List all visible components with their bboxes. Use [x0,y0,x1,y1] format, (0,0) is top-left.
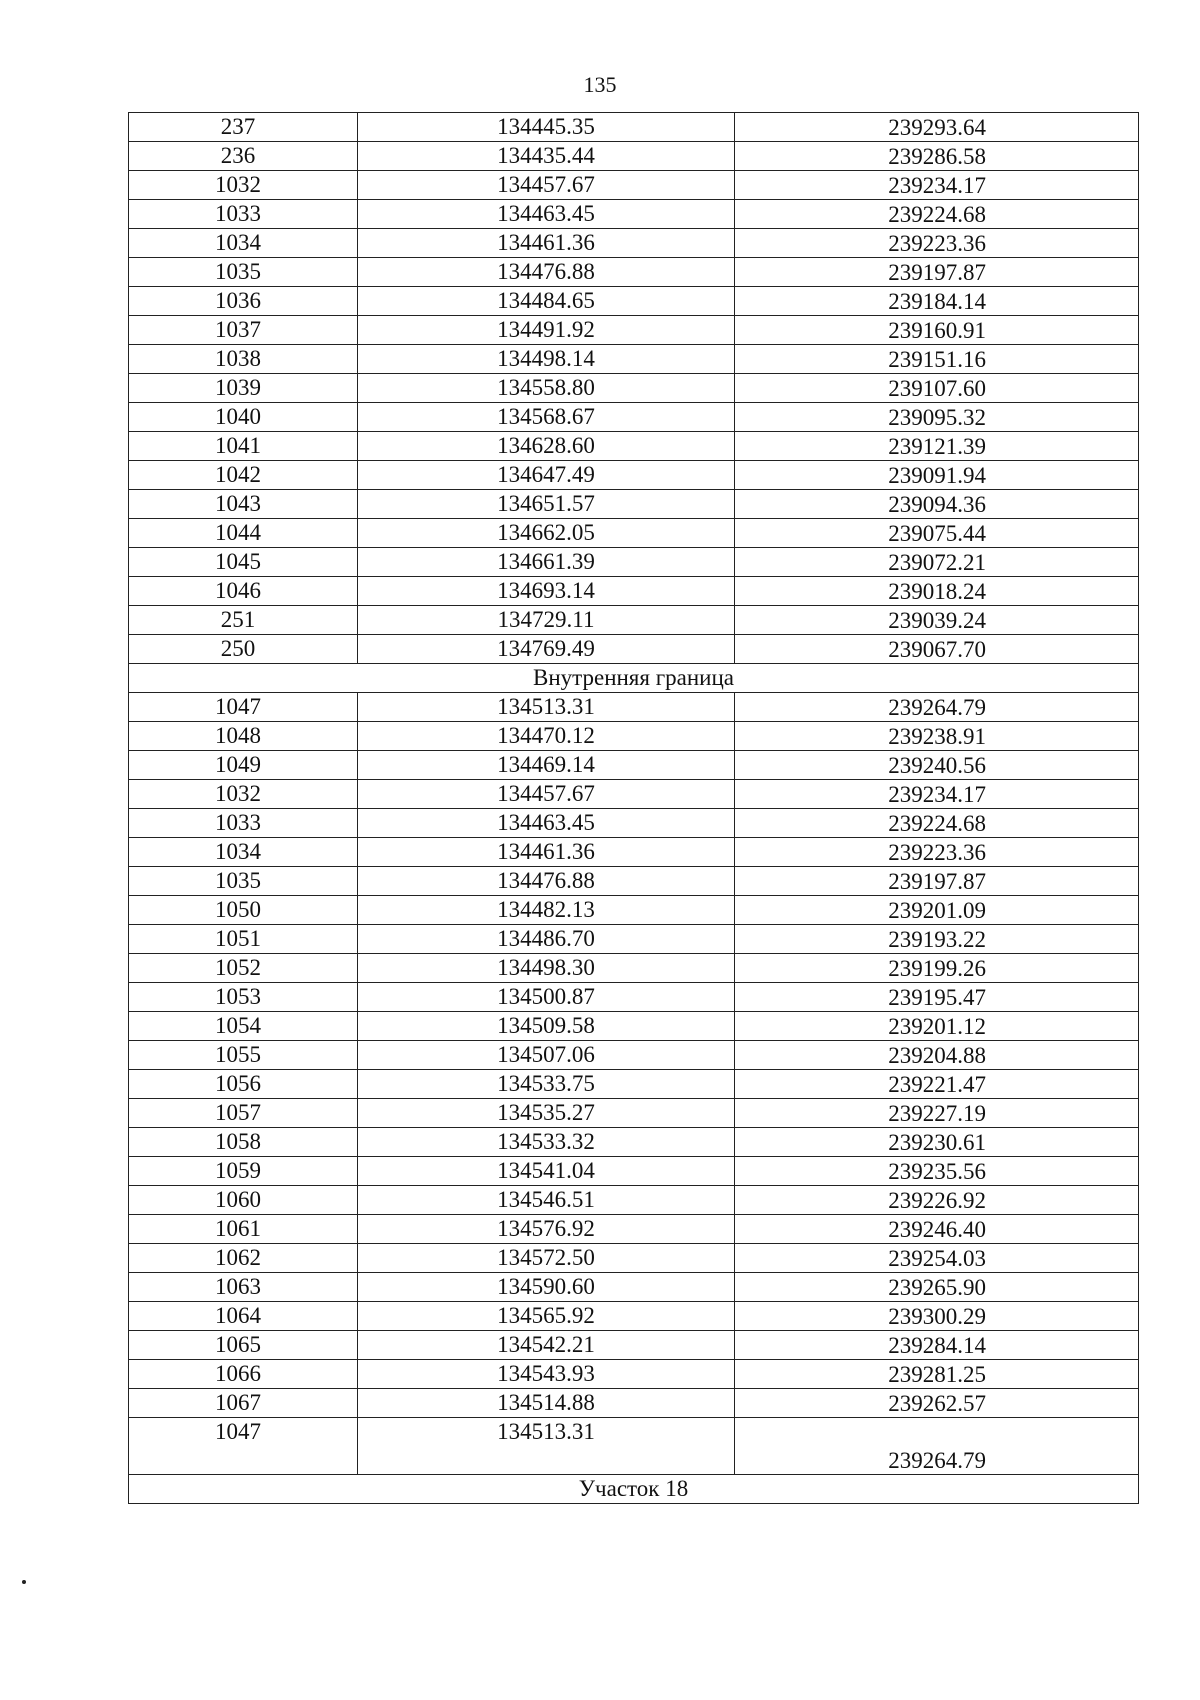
point-number-cell: 1066 [129,1360,358,1389]
table-row [129,258,1139,287]
y-coordinate-cell: 239281.25 [735,1360,1139,1389]
point-number-cell: 1047 [129,693,358,722]
table-row [129,1157,1139,1186]
point-number-cell: 1063 [129,1273,358,1302]
table-row [129,142,1139,171]
x-coordinate-cell: 134769.49 [358,635,735,664]
x-coordinate-cell: 134498.14 [358,345,735,374]
next-plot-header [129,1475,1139,1504]
y-coordinate-cell: 239221.47 [735,1070,1139,1099]
y-coordinate-cell: 239184.14 [735,287,1139,316]
table-row [129,403,1139,432]
x-coordinate-cell: 134445.35 [358,113,735,142]
table-row [129,1041,1139,1070]
table-row [129,1244,1139,1273]
x-coordinate-cell: 134500.87 [358,983,735,1012]
point-number-cell: 1040 [129,403,358,432]
y-coordinate-cell: 239224.68 [735,200,1139,229]
point-number-cell: 1036 [129,287,358,316]
y-coordinate-cell: 239095.32 [735,403,1139,432]
point-number-cell: 1032 [129,171,358,200]
y-coordinate-cell: 239293.64 [735,113,1139,142]
table-row [129,751,1139,780]
point-number-cell: 1048 [129,722,358,751]
x-coordinate-cell: 134729.11 [358,606,735,635]
x-coordinate-cell: 134476.88 [358,258,735,287]
x-coordinate-cell: 134651.57 [358,490,735,519]
x-coordinate-cell: 134457.67 [358,171,735,200]
point-number-cell: 1051 [129,925,358,954]
table-row [129,954,1139,983]
y-coordinate-cell: 239151.16 [735,345,1139,374]
point-number-cell: 1058 [129,1128,358,1157]
table-row [129,925,1139,954]
x-coordinate-cell: 134576.92 [358,1215,735,1244]
table-row [129,1215,1139,1244]
y-coordinate-cell: 239254.03 [735,1244,1139,1273]
section-row [129,664,1139,693]
y-coordinate-cell: 239284.14 [735,1331,1139,1360]
section-title-plot-18: Участок 18 [129,1475,1139,1504]
y-coordinate-cell: 239193.22 [735,925,1139,954]
x-coordinate-cell: 134661.39 [358,548,735,577]
table-row [129,577,1139,606]
table-row [129,635,1139,664]
x-coordinate-cell: 134482.13 [358,896,735,925]
point-number-cell: 1053 [129,983,358,1012]
y-coordinate-cell: 239160.91 [735,316,1139,345]
table-row [129,722,1139,751]
y-coordinate-cell: 239223.36 [735,838,1139,867]
x-coordinate-cell: 134693.14 [358,577,735,606]
table-row [129,1099,1139,1128]
table-row [129,171,1139,200]
point-number-cell: 1041 [129,432,358,461]
table-row [129,461,1139,490]
x-coordinate-cell: 134463.45 [358,200,735,229]
point-number-cell: 1042 [129,461,358,490]
point-number-cell: 1062 [129,1244,358,1273]
x-coordinate-cell: 134461.36 [358,838,735,867]
point-number-cell: 1038 [129,345,358,374]
y-coordinate-cell: 239107.60 [735,374,1139,403]
x-coordinate-cell: 134514.88 [358,1389,735,1418]
y-coordinate-cell: 239018.24 [735,577,1139,606]
y-coordinate-cell: 239264.79 [735,693,1139,722]
table-row [129,200,1139,229]
y-coordinate-cell: 239195.47 [735,983,1139,1012]
y-coordinate-cell: 239235.56 [735,1157,1139,1186]
table-row [129,374,1139,403]
point-number-cell: 1033 [129,200,358,229]
x-coordinate-cell: 134470.12 [358,722,735,751]
y-coordinate-cell: 239262.57 [735,1389,1139,1418]
table-row [129,287,1139,316]
y-coordinate-cell: 239039.24 [735,606,1139,635]
y-coordinate-cell: 239227.19 [735,1099,1139,1128]
point-number-cell: 237 [129,113,358,142]
y-coordinate-cell: 239226.92 [735,1186,1139,1215]
x-coordinate-cell: 134435.44 [358,142,735,171]
point-number-cell: 1057 [129,1099,358,1128]
point-number-cell: 251 [129,606,358,635]
y-coordinate-cell: 239197.87 [735,867,1139,896]
y-coordinate-cell: 239234.17 [735,780,1139,809]
y-coordinate-cell: 239286.58 [735,142,1139,171]
point-number-cell: 1055 [129,1041,358,1070]
y-coordinate-cell: 239091.94 [735,461,1139,490]
y-coordinate-cell: 239094.36 [735,490,1139,519]
point-number-cell: 1035 [129,258,358,287]
table-row [129,548,1139,577]
y-coordinate-cell: 239246.40 [735,1215,1139,1244]
point-number-cell: 1039 [129,374,358,403]
table-row [129,1186,1139,1215]
x-coordinate-cell: 134463.45 [358,809,735,838]
y-coordinate-cell: 239300.29 [735,1302,1139,1331]
table-row [129,1302,1139,1331]
table-row [129,1273,1139,1302]
x-coordinate-cell: 134662.05 [358,519,735,548]
table-row [129,1012,1139,1041]
table-row [129,316,1139,345]
y-coordinate-cell: 239265.90 [735,1273,1139,1302]
x-coordinate-cell: 134565.92 [358,1302,735,1331]
outer-boundary-rows [129,113,1139,664]
section-title-inner-boundary: Внутренняя граница [129,664,1139,693]
point-number-cell: 1034 [129,229,358,258]
point-number-cell: 1044 [129,519,358,548]
x-coordinate-cell: 134590.60 [358,1273,735,1302]
table-row [129,1360,1139,1389]
x-coordinate-cell: 134513.31 [358,1418,735,1475]
x-coordinate-cell: 134543.93 [358,1360,735,1389]
table-row [129,606,1139,635]
point-number-cell: 1060 [129,1186,358,1215]
y-coordinate-cell: 239238.91 [735,722,1139,751]
y-coordinate-cell: 239264.79 [735,1418,1139,1475]
x-coordinate-cell: 134513.31 [358,693,735,722]
point-number-cell: 1045 [129,548,358,577]
y-coordinate-cell: 239075.44 [735,519,1139,548]
x-coordinate-cell: 134486.70 [358,925,735,954]
point-number-cell: 1064 [129,1302,358,1331]
table-row [129,867,1139,896]
point-number-cell: 1059 [129,1157,358,1186]
y-coordinate-cell: 239204.88 [735,1041,1139,1070]
table-row [129,490,1139,519]
x-coordinate-cell: 134572.50 [358,1244,735,1273]
y-coordinate-cell: 239199.26 [735,954,1139,983]
x-coordinate-cell: 134541.04 [358,1157,735,1186]
x-coordinate-cell: 134628.60 [358,432,735,461]
x-coordinate-cell: 134461.36 [358,229,735,258]
x-coordinate-cell: 134542.21 [358,1331,735,1360]
y-coordinate-cell: 239201.12 [735,1012,1139,1041]
table-row [129,1331,1139,1360]
x-coordinate-cell: 134509.58 [358,1012,735,1041]
table-row [129,1128,1139,1157]
table-row [129,896,1139,925]
point-number-cell: 1035 [129,867,358,896]
table-row [129,838,1139,867]
y-coordinate-cell: 239121.39 [735,432,1139,461]
point-number-cell: 1047 [129,1418,358,1475]
point-number-cell: 1034 [129,838,358,867]
point-number-cell: 1049 [129,751,358,780]
point-number-cell: 1043 [129,490,358,519]
point-number-cell: 1054 [129,1012,358,1041]
y-coordinate-cell: 239201.09 [735,896,1139,925]
x-coordinate-cell: 134546.51 [358,1186,735,1215]
table-row [129,1418,1139,1475]
scan-dot [22,1580,26,1584]
x-coordinate-cell: 134507.06 [358,1041,735,1070]
x-coordinate-cell: 134533.75 [358,1070,735,1099]
y-coordinate-cell: 239223.36 [735,229,1139,258]
point-number-cell: 1032 [129,780,358,809]
table-row [129,1070,1139,1099]
table-row [129,229,1139,258]
point-number-cell: 1061 [129,1215,358,1244]
point-number-cell: 1046 [129,577,358,606]
table-row [129,780,1139,809]
table-row [129,432,1139,461]
point-number-cell: 1050 [129,896,358,925]
point-number-cell: 236 [129,142,358,171]
y-coordinate-cell: 239230.61 [735,1128,1139,1157]
x-coordinate-cell: 134469.14 [358,751,735,780]
y-coordinate-cell: 239197.87 [735,258,1139,287]
table-row [129,345,1139,374]
x-coordinate-cell: 134457.67 [358,780,735,809]
point-number-cell: 1033 [129,809,358,838]
y-coordinate-cell: 239234.17 [735,171,1139,200]
y-coordinate-cell: 239224.68 [735,809,1139,838]
point-number-cell: 1067 [129,1389,358,1418]
x-coordinate-cell: 134491.92 [358,316,735,345]
x-coordinate-cell: 134568.67 [358,403,735,432]
x-coordinate-cell: 134476.88 [358,867,735,896]
x-coordinate-cell: 134558.80 [358,374,735,403]
x-coordinate-cell: 134533.32 [358,1128,735,1157]
y-coordinate-cell: 239067.70 [735,635,1139,664]
page-number: 135 [583,72,617,97]
inner-boundary-header [129,664,1139,693]
table-row [129,983,1139,1012]
x-coordinate-cell: 134647.49 [358,461,735,490]
table-row [129,519,1139,548]
table-row [129,113,1139,142]
point-number-cell: 250 [129,635,358,664]
x-coordinate-cell: 134498.30 [358,954,735,983]
point-number-cell: 1052 [129,954,358,983]
coordinates-table [128,112,1139,1504]
y-coordinate-cell: 239240.56 [735,751,1139,780]
inner-boundary-rows [129,693,1139,1475]
table-row [129,1389,1139,1418]
point-number-cell: 1056 [129,1070,358,1099]
y-coordinate-cell: 239072.21 [735,548,1139,577]
point-number-cell: 1065 [129,1331,358,1360]
table-row [129,693,1139,722]
section-row [129,1475,1139,1504]
point-number-cell: 1037 [129,316,358,345]
table-row [129,809,1139,838]
x-coordinate-cell: 134484.65 [358,287,735,316]
x-coordinate-cell: 134535.27 [358,1099,735,1128]
